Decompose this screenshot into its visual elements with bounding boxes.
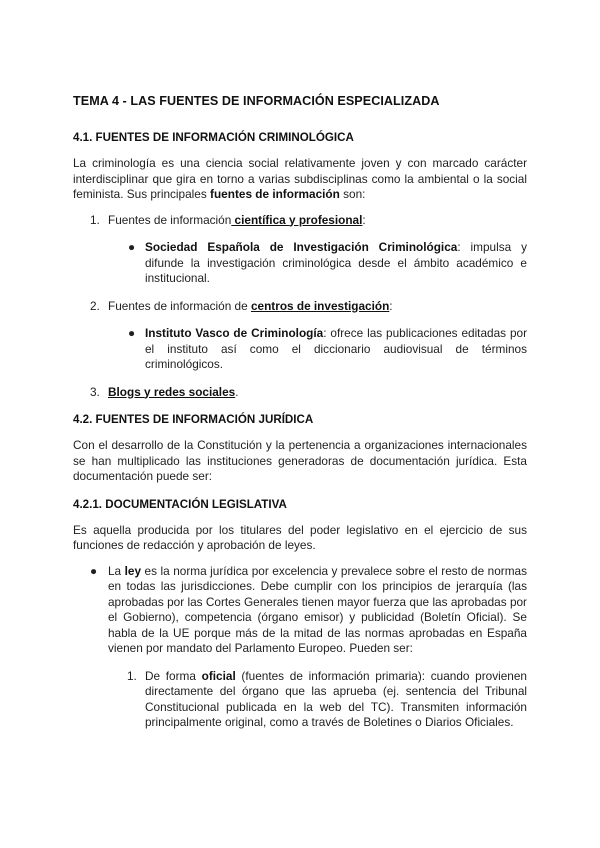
bullet-icon: ● <box>90 563 98 578</box>
list-item-1 <box>73 213 527 229</box>
list-number: 1. <box>90 212 100 227</box>
list-item-text: Fuentes de información de <box>108 298 251 313</box>
bullet-text: : impulsa y difunde la investigación criminológica desde el ámbito académico e institucional. <box>145 240 527 285</box>
document-content <box>73 94 527 731</box>
intro-text: La criminología es una ciencia social relativamente joven y con marcado carácter interdisciplinar que gira en torno a varias subdisciplinas como la ambiental o la social feminista. Sus principales <box>73 156 527 201</box>
bullet-bold: Sociedad Española de Investigación Criminológica <box>145 240 458 254</box>
bullet-icon: ● <box>128 326 136 340</box>
section-4-1-intro <box>73 156 527 203</box>
section-heading-4-2-1: 4.2.1. DOCUMENTACIÓN LEGISLATIVA <box>73 497 287 511</box>
sub-item-bold: oficial <box>201 668 236 683</box>
bullet-icon: ● <box>128 240 136 254</box>
sub-item-text: (fuentes de información primaria): cuando provienen directamente del órgano que las aprueba (ej. sentencia del Tribunal Constitucional publicada en la web del TC). Transmiten información principalmente original, como a través de Boletines o Diarios Oficiales. <box>145 668 527 729</box>
underlined-term: centros de investigación <box>250 298 390 313</box>
section-4-2-1-text: Es aquella producida por los titulares del poder legislativo en el ejercicio de sus funciones de redacción y aprobación de leyes. <box>73 522 527 552</box>
bullet-bold: ley <box>124 563 142 578</box>
list-number: 1. <box>127 668 137 683</box>
bullet-item-seic <box>73 240 527 287</box>
intro-text-end: son: <box>339 187 366 201</box>
list-number: 2. <box>90 298 100 313</box>
list-item-punct: : <box>389 298 393 313</box>
underlined-term: científica y profesional <box>231 212 363 227</box>
sub-list-item-1 <box>73 669 527 731</box>
section-4-2-text: Con el desarrollo de la Constitución y la pertenencia a organizaciones internacionales se han multiplicado las instituciones generadoras de documentación jurídica. Esta documentación puede ser: <box>73 438 527 483</box>
list-item-punct: : <box>362 212 366 227</box>
bullet-bold: Instituto Vasco de Criminología <box>145 326 324 340</box>
list-item-2 <box>73 299 527 315</box>
list-number: 3. <box>90 384 100 399</box>
list-item-text: Fuentes de información <box>108 212 232 227</box>
bullet-item-ivc <box>73 326 527 373</box>
list-item-punct: . <box>235 384 239 399</box>
bullet-text-start: La <box>108 563 125 578</box>
intro-bold: fuentes de información <box>210 187 340 201</box>
section-heading-4-1: 4.1. FUENTES DE INFORMACIÓN CRIMINOLÓGICA <box>73 131 354 144</box>
bullet-text: es la norma jurídica por excelencia y prevalece sobre el resto de normas en todas las jurisdicciones. Debe cumplir con los principios de jerarquía (las aprobadas por las Cortes Generales tienen mayor fuerza que las aprobadas por el Gobierno), competencia (órgano emisor) y publicidad (Boletín Oficial). Se habla de la UE porque más de la mitad de las normas aprobadas en España vienen por mandato del Parlamento Europeo. Pueden ser: <box>108 563 527 655</box>
section-heading-4-2: 4.2. FUENTES DE INFORMACIÓN JURÍDICA <box>73 413 314 426</box>
list-item-3 <box>73 385 527 401</box>
document-title: TEMA 4 - LAS FUENTES DE INFORMACIÓN ESPECIALIZADA <box>73 94 440 108</box>
sub-item-text-start: De forma <box>145 668 202 683</box>
underlined-term: Blogs y redes sociales <box>108 384 236 399</box>
bullet-item-ley <box>73 564 527 657</box>
bullet-text: : ofrece las publicaciones editadas por el instituto así como el diccionario audiovisual de términos criminológicos. <box>145 326 527 371</box>
